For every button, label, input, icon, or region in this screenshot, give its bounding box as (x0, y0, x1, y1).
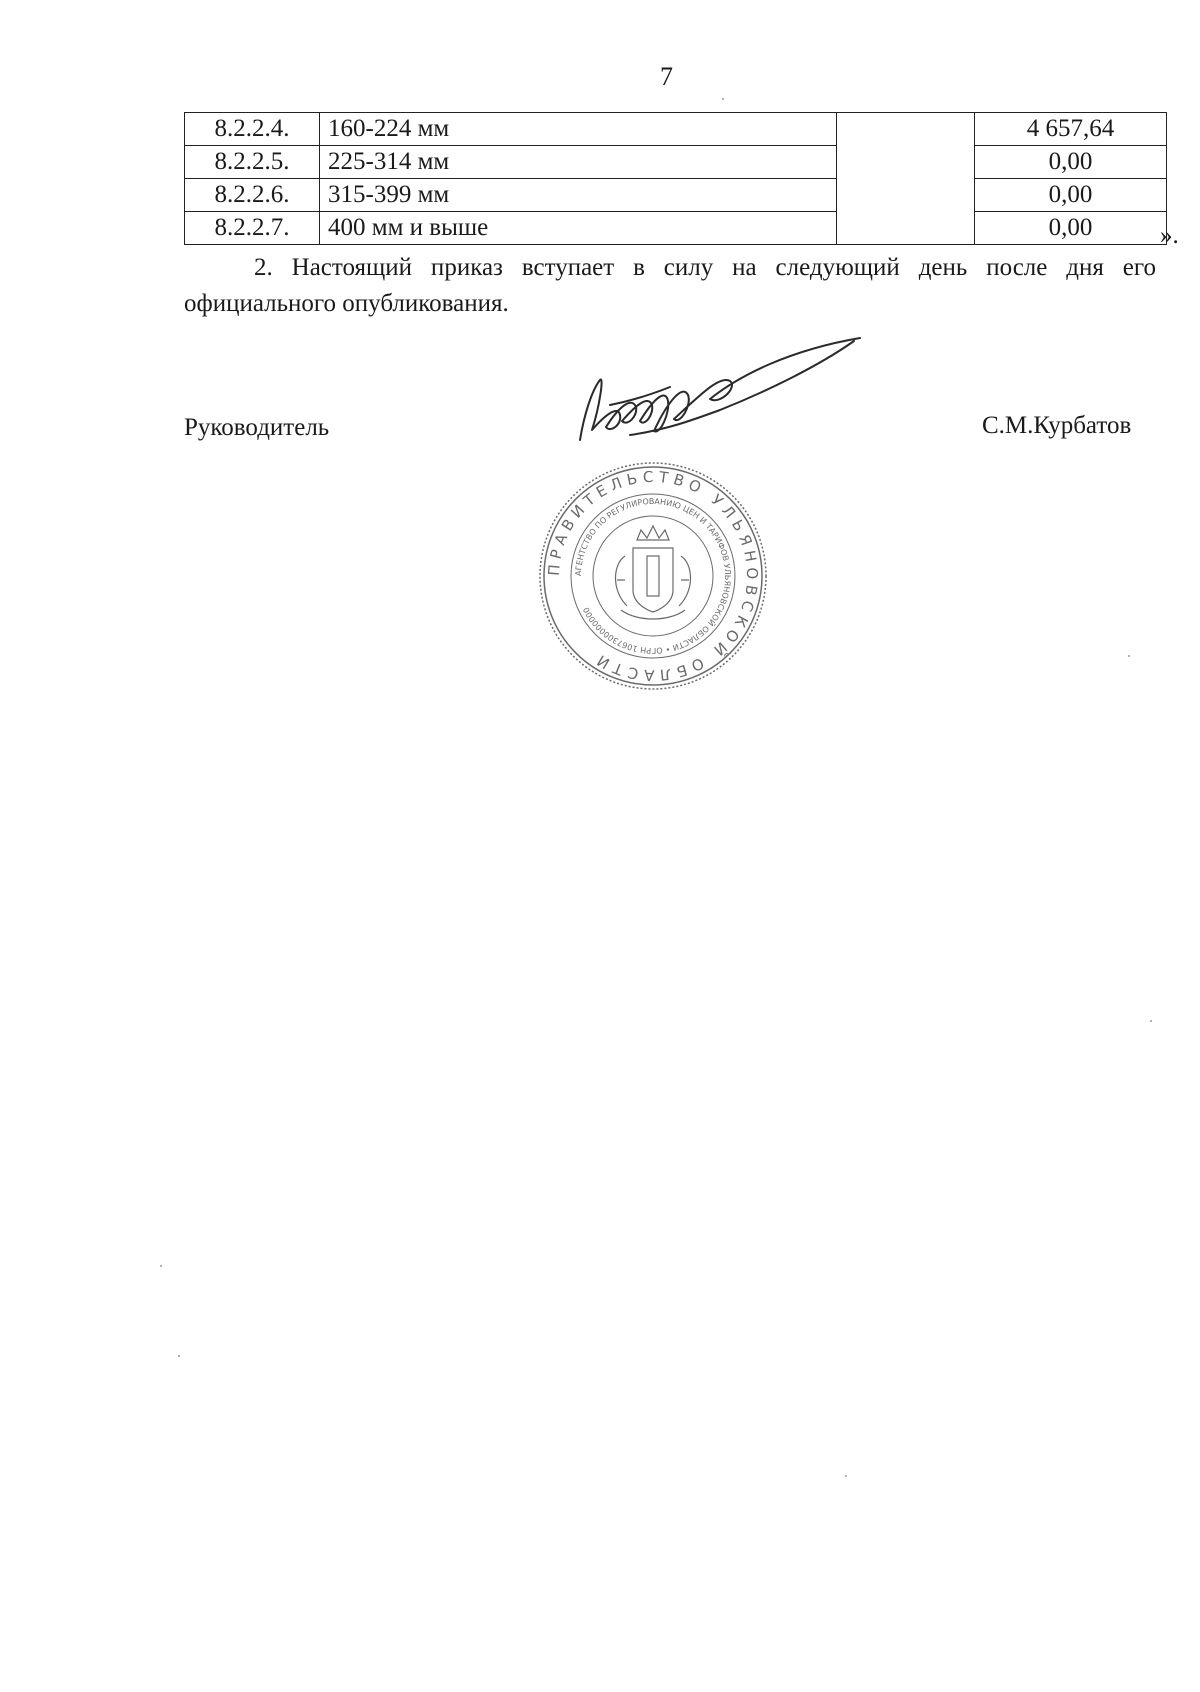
seal-inner-text: АГЕНТСТВО ПО РЕГУЛИРОВАНИЮ ЦЕН И ТАРИФОВ УЛЬЯНОВСКОЙ ОБЛАСТИ • ОГРН 1067300000000 (573, 496, 733, 656)
scan-speck (160, 1265, 162, 1267)
row-size: 160-224 мм (320, 113, 837, 146)
row-size: 315-399 мм (320, 179, 837, 212)
row-value: 0,00 (975, 146, 1167, 179)
merged-empty-cell (837, 113, 975, 245)
table-row (185, 179, 1167, 212)
row-code: 8.2.2.7. (185, 212, 320, 245)
official-seal (537, 460, 769, 692)
seal-outer-text: ПРАВИТЕЛЬСТВО УЛЬЯНОВСКОЙ ОБЛАСТИ (544, 467, 762, 685)
table-row (185, 113, 1167, 146)
row-value: 0,00 (975, 212, 1167, 245)
effective-date-paragraph: 2. Настоящий приказ вступает в силу на следующий день после дня его официального опубликования. (184, 254, 1156, 317)
scan-speck (722, 98, 724, 100)
row-value: 4 657,64 (975, 113, 1167, 146)
coat-of-arms-icon (616, 526, 691, 619)
table-row (185, 146, 1167, 179)
scan-speck (1128, 655, 1130, 657)
signer-name: С.М.Курбатов (982, 412, 1132, 439)
row-value: 0,00 (975, 179, 1167, 212)
scan-speck (1150, 1020, 1152, 1022)
scan-speck (178, 1355, 180, 1357)
svg-text:АГЕНТСТВО ПО РЕГУЛИРОВАНИЮ ЦЕН (574, 497, 732, 655)
tariff-table (184, 112, 1167, 245)
handwritten-signature (570, 335, 870, 455)
row-code: 8.2.2.5. (185, 146, 320, 179)
scan-speck (845, 1475, 847, 1477)
row-code: 8.2.2.4. (185, 113, 320, 146)
table-row (185, 212, 1167, 245)
row-code: 8.2.2.6. (185, 179, 320, 212)
closing-quote: ». (1160, 222, 1179, 249)
row-size: 225-314 мм (320, 146, 837, 179)
page-number: 7 (660, 62, 673, 91)
signer-position: Руководитель (184, 414, 330, 441)
row-size: 400 мм и выше (320, 212, 837, 245)
